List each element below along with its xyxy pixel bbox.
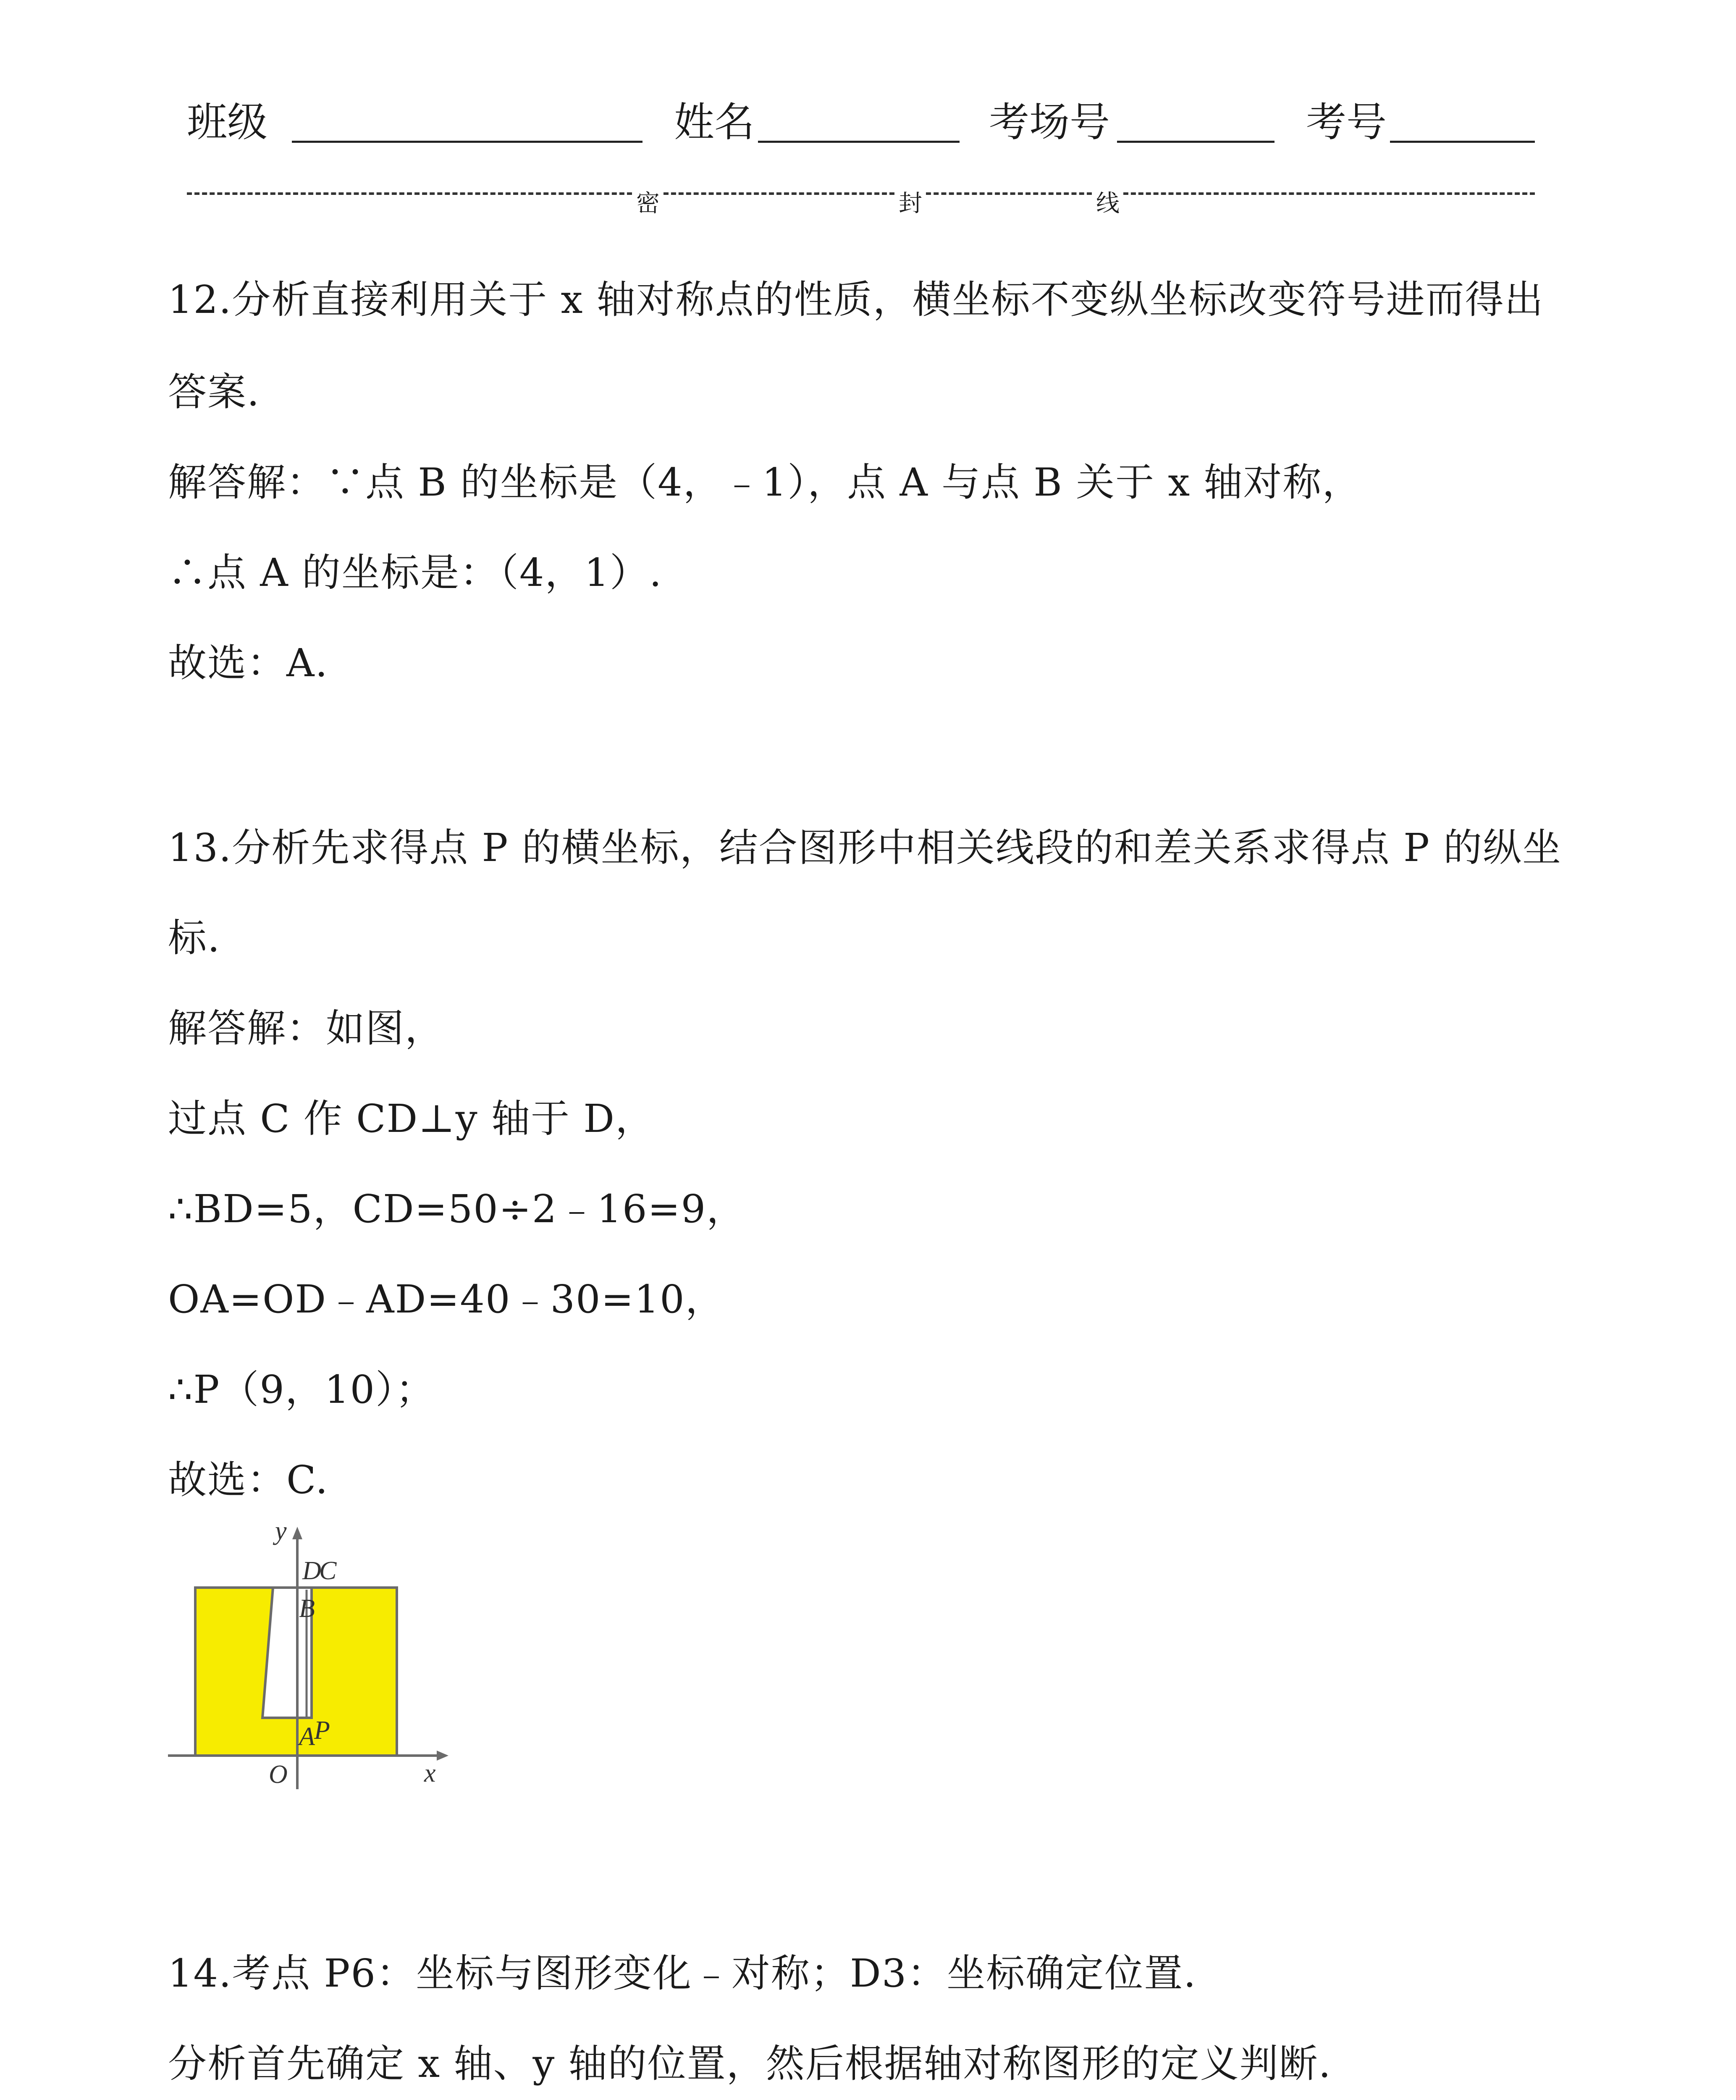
x-axis-label: x [424, 1759, 436, 1788]
point-d-label: D [302, 1557, 321, 1585]
exam-no-blank[interactable] [1390, 141, 1535, 143]
q14-analysis: 分析首先确定 x 轴、y 轴的位置，然后根据轴对称图形的定义判断. [168, 2041, 1332, 2086]
y-axis-arrow [292, 1527, 302, 1539]
point-p-label: P [314, 1716, 330, 1745]
q12-analysis-line2: 答案. [168, 370, 260, 415]
q13-solution-line2: 过点 C 作 CD⊥y 轴于 D， [168, 1096, 655, 1141]
q13-coordinate-figure [168, 1520, 462, 1814]
seal-dash-3 [926, 192, 1092, 195]
q12-solution-line1: 解答解：∵点 B 的坐标是（4，﹣1），点 A 与点 B 关于 x 轴对称， [168, 460, 1362, 505]
room-label: 考场号 [989, 99, 1110, 146]
q13-answer: 故选：C. [168, 1457, 329, 1502]
point-a-label: A [299, 1722, 315, 1751]
seal-char-xian: 线 [1096, 190, 1120, 217]
q14-key-points: 14.考点 P6：坐标与图形变化﹣对称；D3：坐标确定位置. [168, 1951, 1197, 1996]
seal-dash-2 [663, 192, 894, 195]
seal-char-mi: 密 [636, 190, 660, 217]
q13-analysis-line1: 13.分析先求得点 P 的横坐标，结合图形中相关线段的和差关系求得点 P 的纵坐 [168, 825, 1562, 870]
point-c-label: C [319, 1557, 337, 1585]
origin-label: O [269, 1760, 288, 1789]
class-blank[interactable] [292, 141, 642, 143]
q12-answer: 故选：A. [168, 640, 328, 685]
seal-dash-1 [187, 192, 632, 195]
x-axis-arrow [437, 1751, 448, 1761]
y-axis-label: y [275, 1520, 287, 1545]
q13-solution-line3: ∴BD=5，CD=50÷2﹣16=9， [168, 1186, 746, 1231]
room-blank[interactable] [1117, 141, 1274, 143]
q13-analysis-line2: 标. [168, 916, 221, 961]
q12-solution-line2: ∴点 A 的坐标是：（4，1）. [168, 550, 663, 595]
name-blank[interactable] [758, 141, 960, 143]
point-b-label: B [299, 1594, 315, 1623]
seal-char-feng: 封 [899, 190, 922, 217]
q13-solution-line5: ∴P（9，10）； [168, 1367, 435, 1412]
q13-solution-line1: 解答解：如图， [168, 1006, 445, 1051]
class-label: 班级 [187, 99, 267, 146]
name-label: 姓名 [674, 99, 755, 146]
q13-solution-line4: OA=OD﹣AD=40﹣30=10， [168, 1277, 725, 1322]
seal-dash-4 [1123, 192, 1535, 195]
exam-no-label: 考号 [1306, 99, 1387, 146]
q12-analysis-line1: 12.分析直接利用关于 x 轴对称点的性质，横坐标不变纵坐标改变符号进而得出 [168, 277, 1544, 322]
